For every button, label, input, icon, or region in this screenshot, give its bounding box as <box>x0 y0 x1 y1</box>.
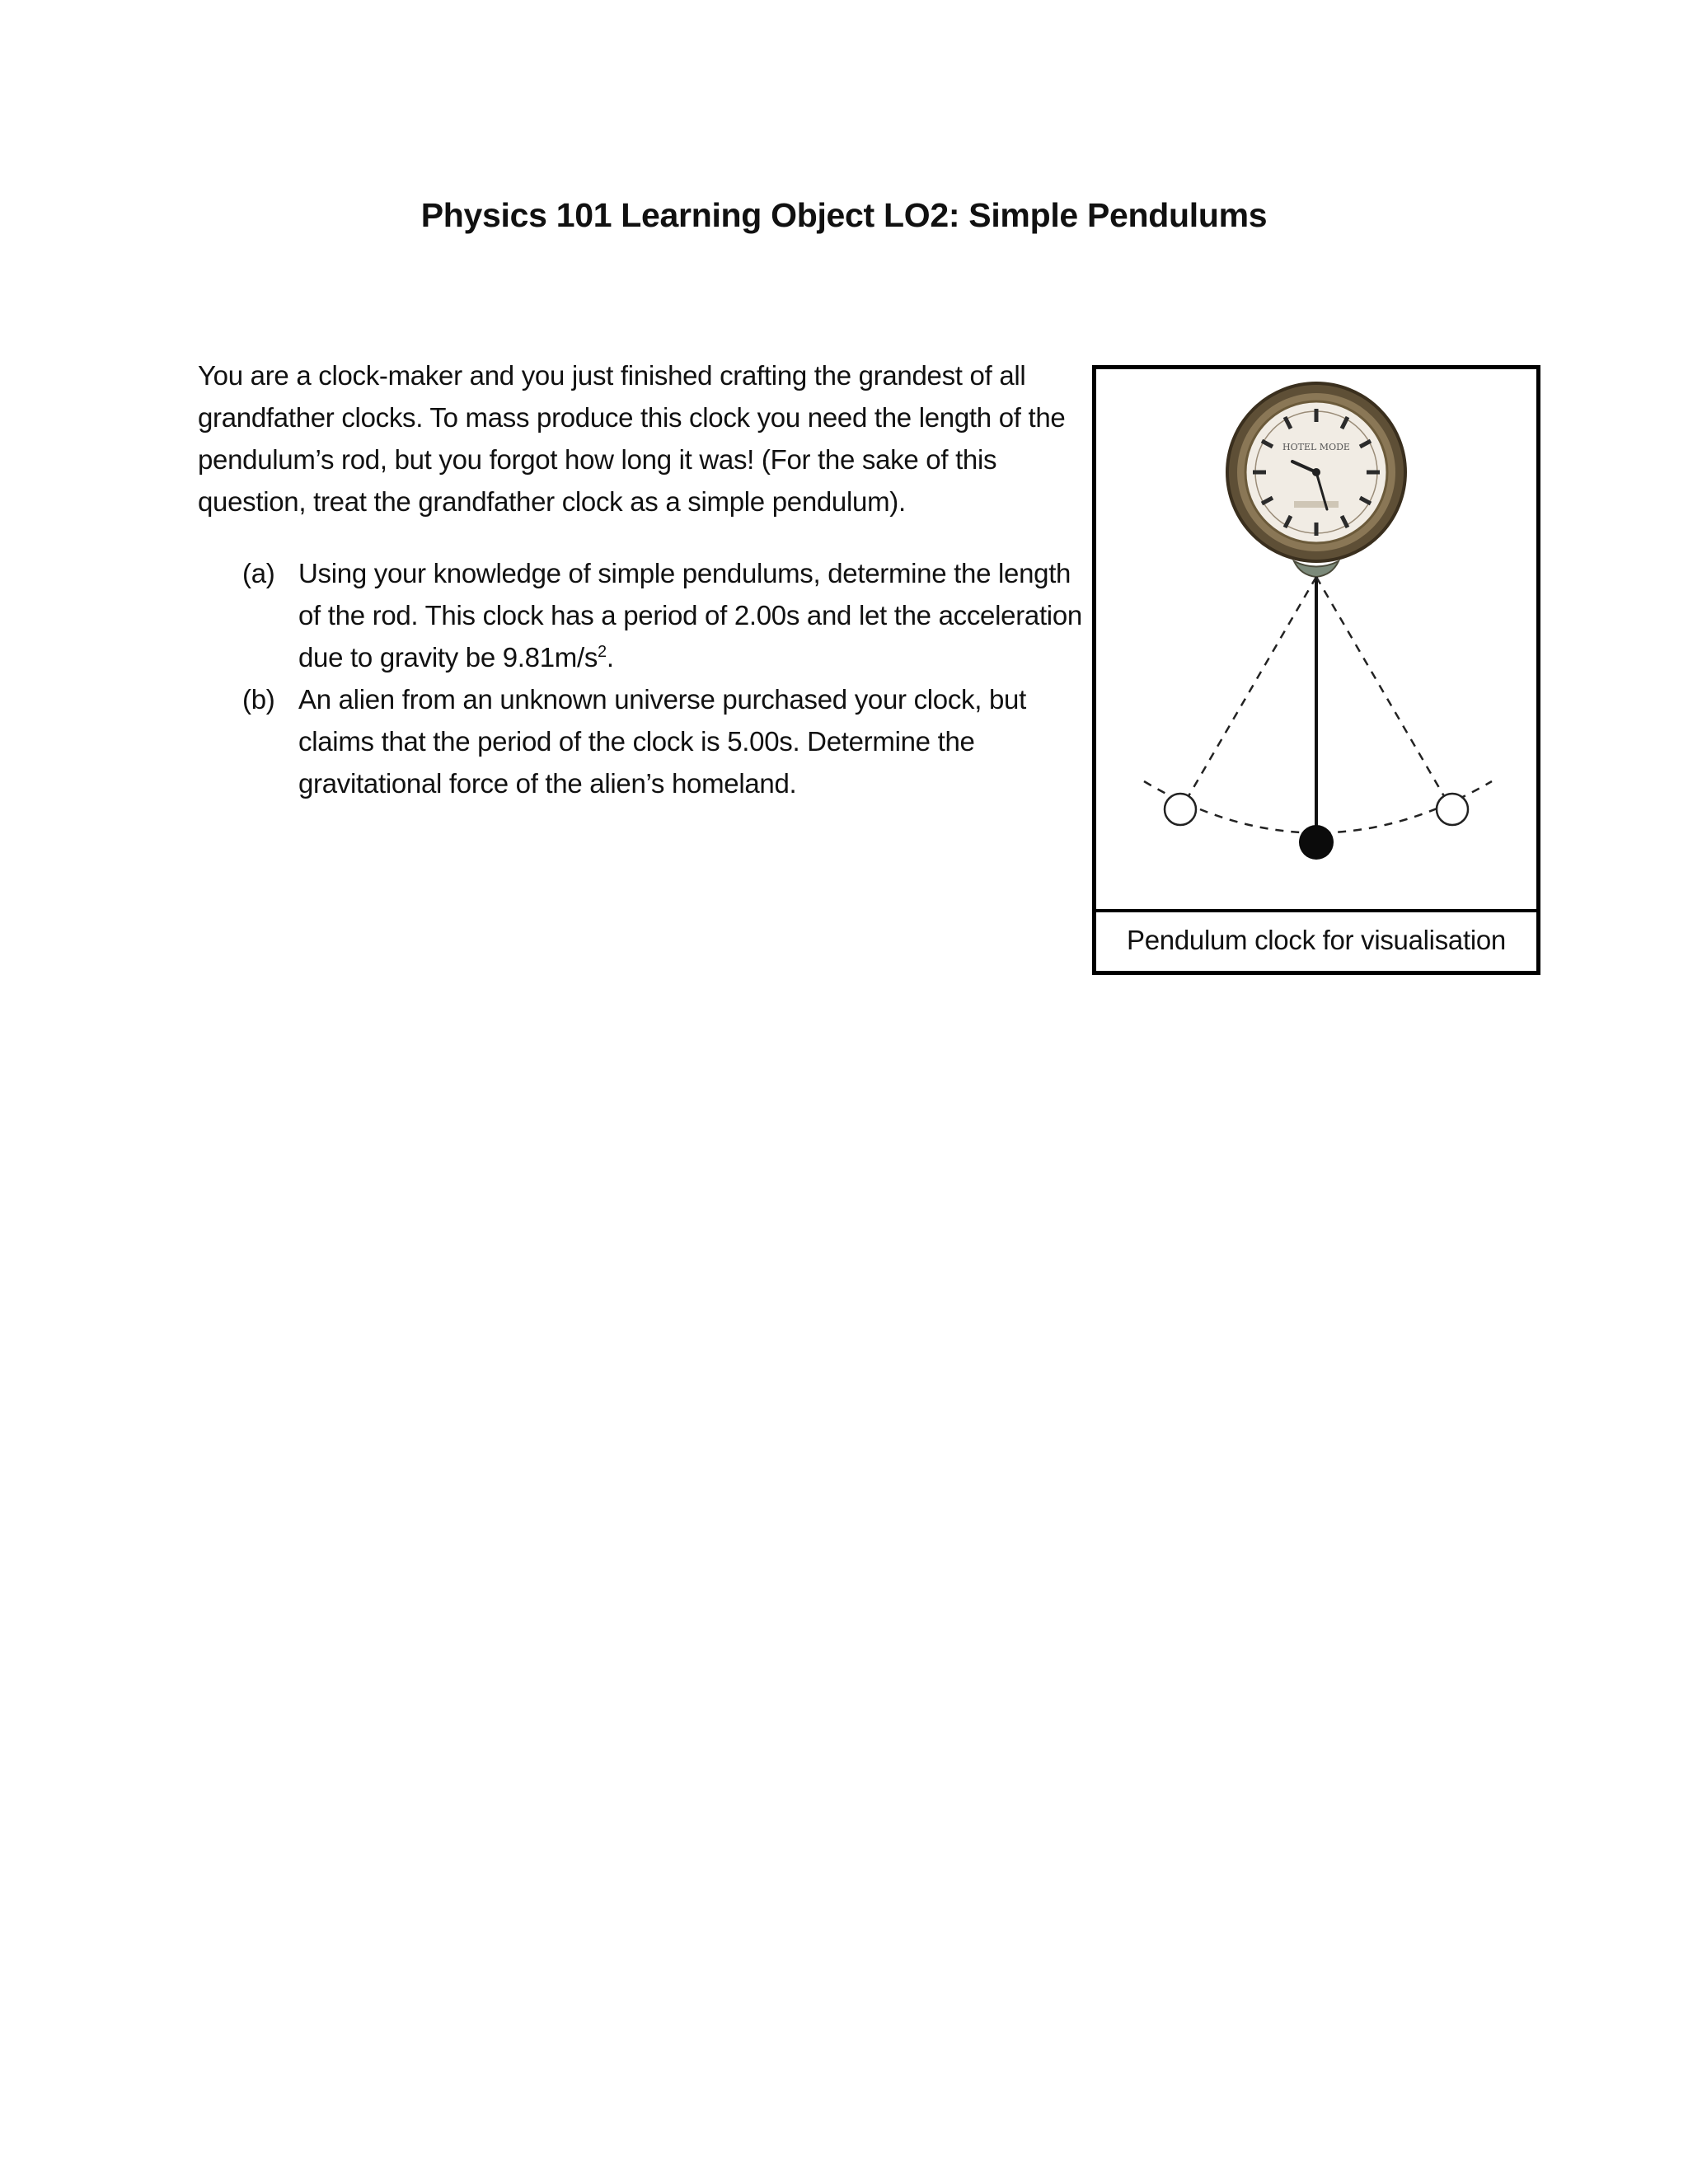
question-b-text: An alien from an unknown universe purchased your clock, but claims that the period of the clock is 5.00s. Determine the gravitational force of the alien’s homeland. <box>298 684 1026 799</box>
question-a <box>198 552 1096 678</box>
clock-face-text: HOTEL MODE <box>1282 442 1350 452</box>
page-title: Physics 101 Learning Object LO2: Simple Pendulums <box>420 196 1268 234</box>
pendulum-clock-icon <box>1096 369 1536 909</box>
ghost-bob-right <box>1437 794 1468 825</box>
figure-caption: Pendulum clock for visualisation <box>1096 909 1536 971</box>
question-list <box>198 552 1096 804</box>
question-b <box>198 678 1096 804</box>
superscript-two: 2 <box>598 643 607 661</box>
swing-path-right <box>1316 577 1450 806</box>
question-b-marker: (b) <box>242 684 275 715</box>
question-a-text: Using your knowledge of simple pendulums, determine the length of the rod. This clock has a period of 2.00s and let the acceleration due to gravity be $9.81m/s^2$. <box>298 558 1082 673</box>
ghost-bob-left <box>1165 794 1196 825</box>
pendulum-figure <box>1092 365 1540 975</box>
pendulum-bob <box>1299 825 1334 860</box>
intro-paragraph: You are a clock-maker and you just finished crafting the grandest of all grandfather clocks. To mass produce this clock you need the length of the pendulum’s rod, but you forgot how long it was! (For the sake of this question, treat the grandfather clock as a simple pendulum). <box>198 360 1066 517</box>
swing-path-left <box>1183 577 1316 806</box>
clock-finial-bottom <box>1294 561 1339 577</box>
question-a-marker: (a) <box>242 558 275 588</box>
clock-body <box>1227 383 1405 561</box>
